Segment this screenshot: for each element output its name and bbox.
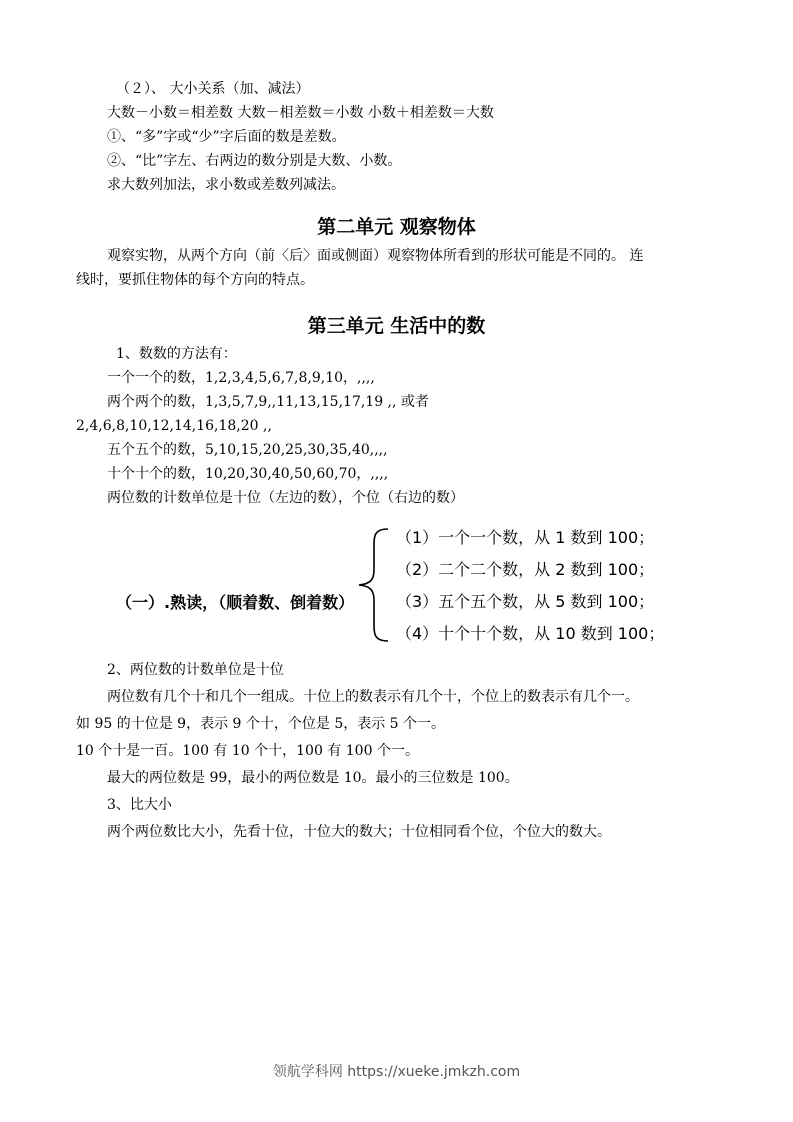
diagram-main-label: （一）.熟读，（顺着数、倒着数） bbox=[116, 593, 355, 612]
rule-line-1: ①、“多”字或“少”字后面的数是差数。 bbox=[107, 129, 346, 145]
diagram-item-4: （4）十个十个数，从 10 数到 100； bbox=[396, 624, 665, 643]
unit3-heading: 第三单元 生活中的数 bbox=[307, 315, 486, 337]
section-subtitle: （２）、 大小关系（加、减法） bbox=[116, 81, 310, 97]
two-digit-line4: 最大的两位数是 99，最小的两位数是 10。最小的三位数是 100。 bbox=[107, 770, 519, 786]
two-digit-line1: 两位数有几个十和几个一组成。十位上的数表示有几个十，个位上的数表示有几个一。 bbox=[107, 689, 639, 705]
two-digit-line3: 10 个十是一百。100 有 10 个十，100 有 100 个一。 bbox=[76, 743, 419, 759]
diagram-item-2: （2）二个二个数，从 2 数到 100； bbox=[396, 560, 655, 579]
diagram-item-3: （3）五个五个数，从 5 数到 100； bbox=[396, 592, 655, 611]
unit2-paragraph-line2: 线时，要抓住物体的每个方向的特点。 bbox=[76, 272, 314, 288]
rule-line-3: 求大数列加法，求小数或差数列减法。 bbox=[107, 177, 345, 193]
count-by-ten: 十个十个的数，10,20,30,40,50,60,70，,,,, bbox=[107, 466, 389, 482]
curly-brace-icon bbox=[356, 526, 396, 644]
counting-title: 1、数数的方法有： bbox=[116, 346, 237, 362]
count-by-five: 五个五个的数，5,10,15,20,25,30,35,40,,,, bbox=[107, 442, 388, 458]
rule-line-2: ②、“比”字左、右两边的数分别是大数、小数。 bbox=[107, 153, 402, 169]
count-by-one: 一个一个的数，1,2,3,4,5,6,7,8,9,10，,,,, bbox=[107, 370, 375, 386]
compare-title: 3、比大小 bbox=[107, 797, 172, 813]
footer-watermark: 领航学科网 https://xueke.jmkzh.com bbox=[272, 1064, 521, 1080]
compare-line1: 两个两位数比大小，先看十位，十位大的数大；十位相同看个位，个位大的数大。 bbox=[107, 824, 611, 840]
count-by-two: 两个两个的数，1,3,5,7,9,,11,13,15,17,19 ,, 或者 bbox=[107, 394, 429, 410]
unit2-heading: 第二单元 观察物体 bbox=[317, 216, 476, 238]
unit2-paragraph-line1: 观察实物，从两个方向（前〈后〉面或侧面）观察物体所看到的形状可能是不同的。 连 bbox=[107, 248, 644, 264]
two-digit-title: 2、两位数的计数单位是十位 bbox=[107, 662, 284, 678]
count-by-two-even: 2,4,6,8,10,12,14,16,18,20 ,, bbox=[76, 418, 272, 434]
diagram-item-1: （1）一个一个数，从 1 数到 100； bbox=[396, 528, 655, 547]
formula-line: 大数－小数＝相差数 大数－相差数＝小数 小数＋相差数＝大数 bbox=[107, 105, 494, 121]
place-units: 两位数的计数单位是十位（左边的数），个位（右边的数） bbox=[107, 490, 464, 506]
two-digit-line2: 如 95 的十位是 9，表示 9 个十，个位是 5，表示 5 个一。 bbox=[76, 716, 446, 732]
